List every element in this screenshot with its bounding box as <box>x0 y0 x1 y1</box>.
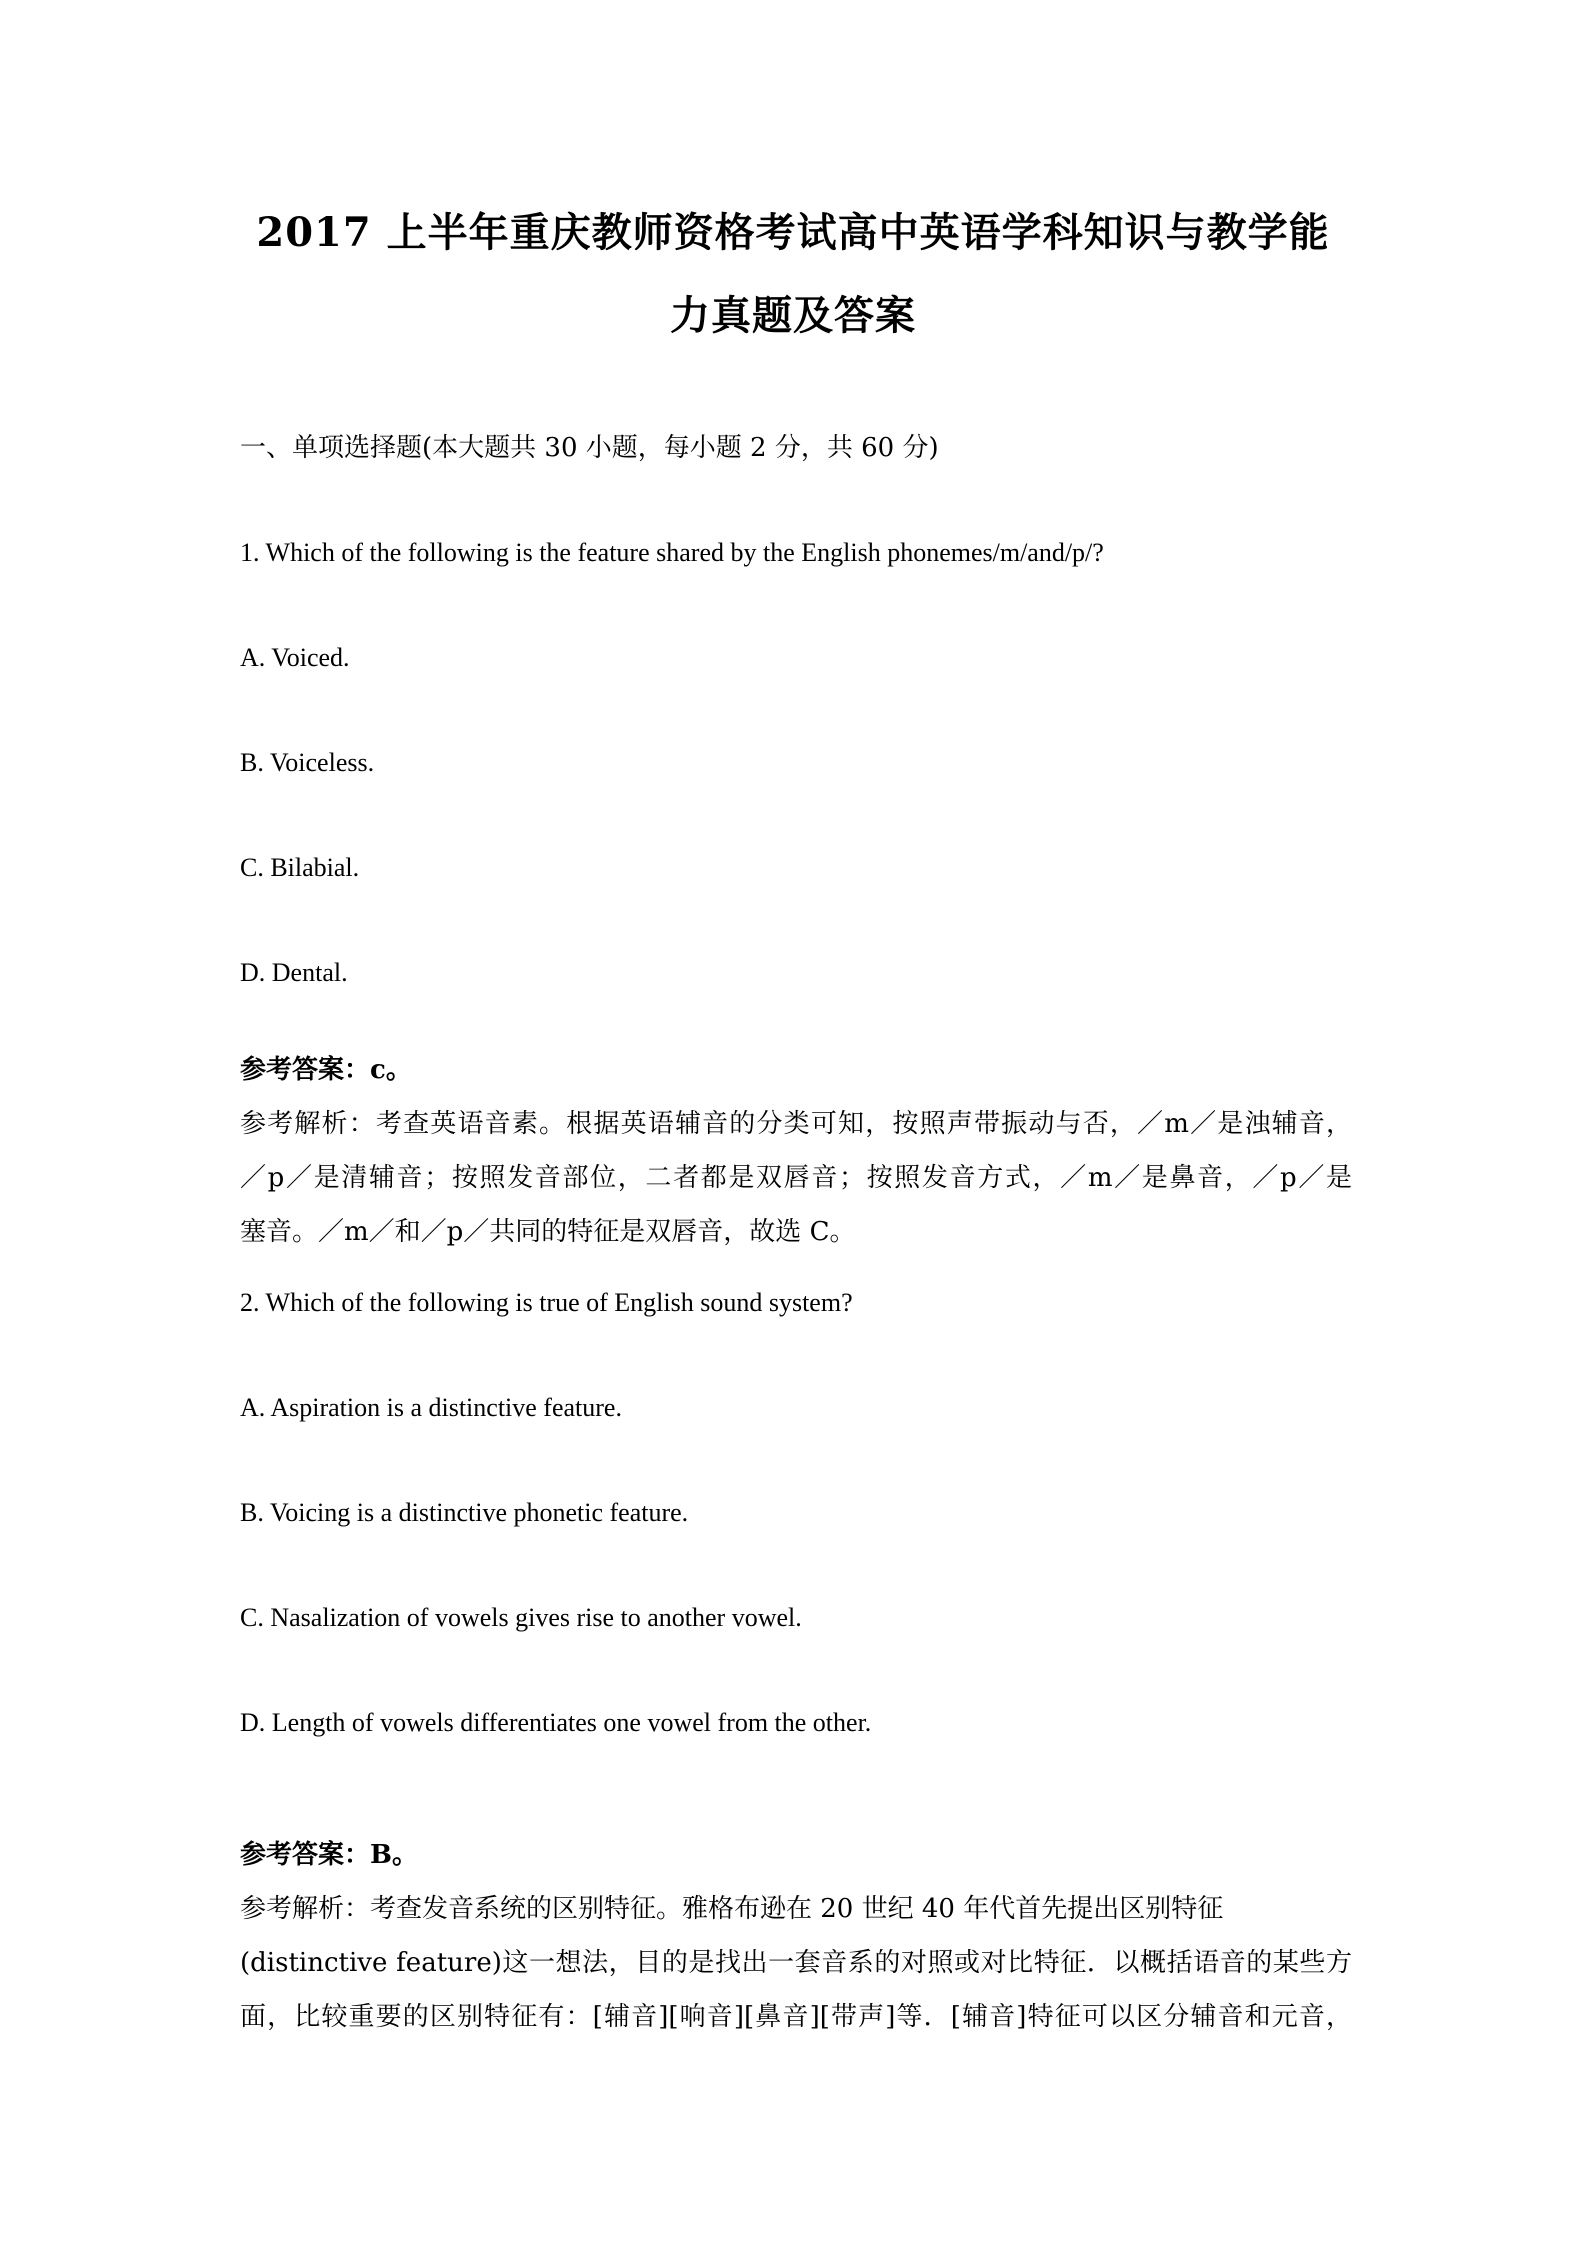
question-1-option-c: C. Bilabial. <box>240 853 360 882</box>
answer-label: 参考答案： <box>240 1055 371 1085</box>
question-2-option-b: B. Voicing is a distinctive phonetic feature. <box>240 1498 689 1527</box>
question-1-stem: 1. Which of the following is the feature shared by the English phonemes/m/and/p/? <box>240 538 1104 567</box>
document-title-line-1: 2017 上半年重庆教师资格考试高中英语学科知识与教学能 <box>256 209 1330 256</box>
section-heading: 一、单项选择题(本大题共 30 小题，每小题 2 分，共 60 分) <box>240 433 939 463</box>
question-2-analysis-line-1: 参考解析：考查发音系统的区别特征。雅格布逊在 20 世纪 40 年代首先提出区别特征 <box>240 1894 1224 1924</box>
question-2-stem: 2. Which of the following is true of English sound system? <box>240 1288 853 1317</box>
question-1-option-d: D. Dental. <box>240 958 348 987</box>
question-1-option-b: B. Voiceless. <box>240 748 375 777</box>
question-2-answer <box>240 1837 418 1873</box>
answer-value: B。 <box>370 1840 418 1870</box>
question-1-analysis-line-2: ／p／是清辅音；按照发音部位，二者都是双唇音；按照发音方式，／m／是鼻音，／p／是 <box>240 1163 1352 1193</box>
question-2-analysis-line-2: (distinctive feature)这一想法，目的是找出一套音系的对照或对比特征．以概括语音的某些方 <box>240 1948 1352 1978</box>
question-1-answer <box>240 1052 412 1088</box>
document-title-line-2: 力真题及答案 <box>670 292 916 339</box>
question-1-analysis-line-1: 参考解析：考查英语音素。根据英语辅音的分类可知，按照声带振动与否，／m／是浊辅音， <box>240 1109 1352 1139</box>
question-2-analysis-line-3: 面，比较重要的区别特征有：[辅音][响音][鼻音][带声]等．[辅音]特征可以区分辅音和元音， <box>240 2002 1352 2032</box>
question-2-option-d: D. Length of vowels differentiates one vowel from the other. <box>240 1708 872 1737</box>
question-1-option-a: A. Voiced. <box>240 643 350 672</box>
answer-label: 参考答案： <box>240 1840 371 1870</box>
question-1-analysis-line-3: 塞音。／m／和／p／共同的特征是双唇音，故选 C。 <box>240 1217 856 1247</box>
question-2-option-c: C. Nasalization of vowels gives rise to another vowel. <box>240 1603 802 1632</box>
question-2-option-a: A. Aspiration is a distinctive feature. <box>240 1393 622 1422</box>
answer-value: c。 <box>370 1055 412 1085</box>
